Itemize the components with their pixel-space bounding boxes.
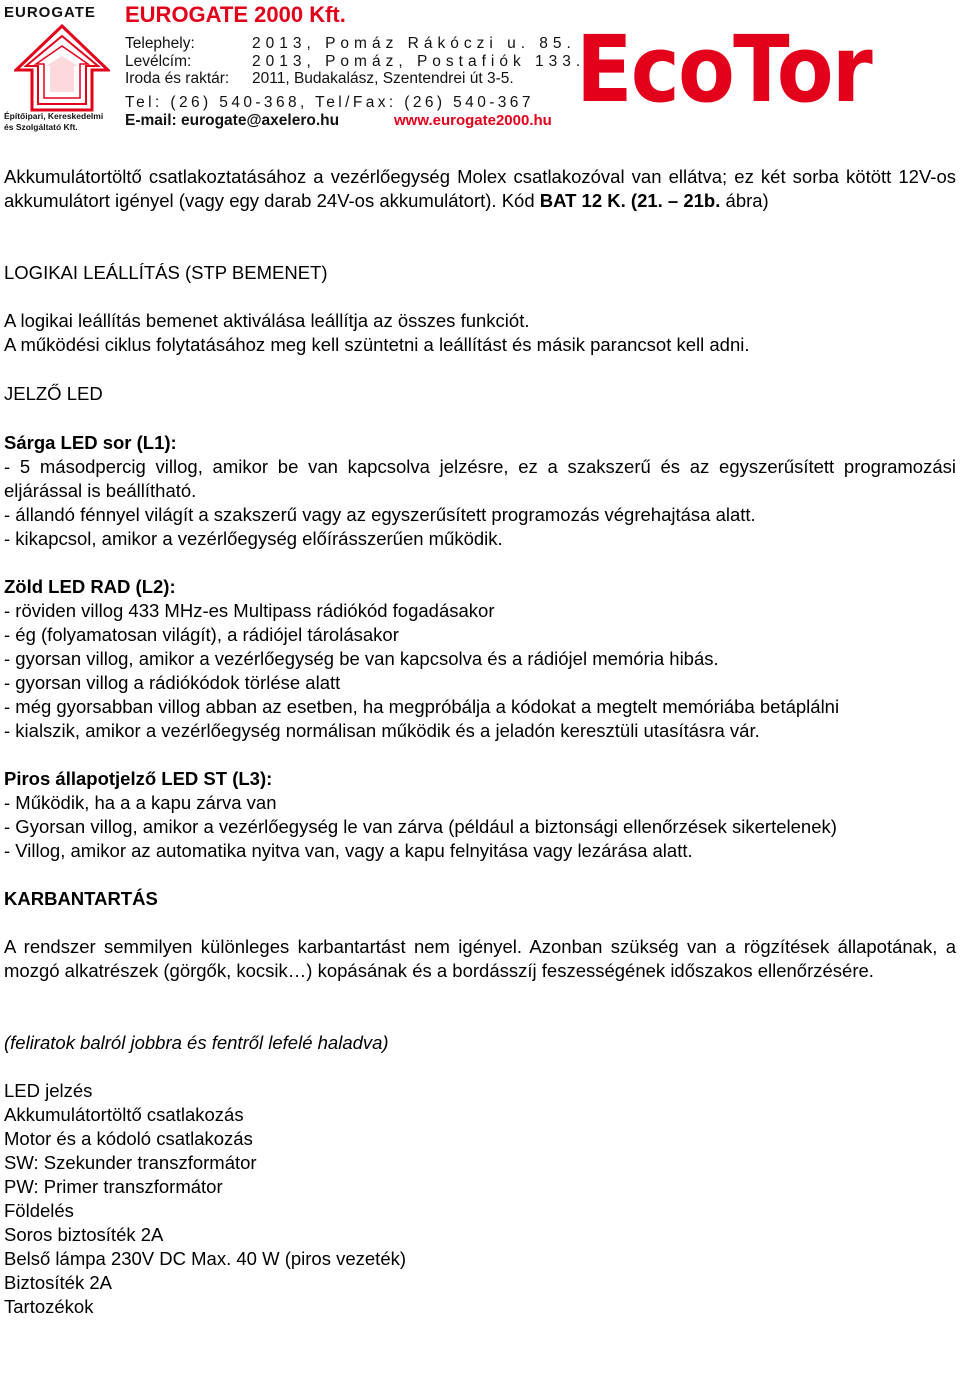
house-arrow-icon: [14, 24, 110, 112]
list-item: Belső lámpa 230V DC Max. 40 W (piros vezeték): [4, 1248, 407, 1269]
l2-item-5: - még gyorsabban villog abban az esetben, ha megpróbálja a kódokat a megtelt memóriába betáplálni: [4, 696, 840, 717]
l2-item-4: - gyorsan villog a rádiókódok törlése alatt: [4, 672, 341, 693]
l1-item-2: - állandó fénnyel világít a szakszerű vagy az egyszerűsített programozás végrehajtása alatt.: [4, 504, 756, 525]
levelcim-line: [125, 53, 585, 71]
intro-code: BAT 12 K. (21. – 21b.: [539, 190, 721, 211]
labels-note: (feliratok balról jobbra és fentről lefelé haladva): [4, 1032, 389, 1053]
eurogate-logo-name: EUROGATE: [4, 4, 96, 21]
intro-end: ábra): [725, 190, 769, 211]
letterhead: [0, 0, 960, 140]
stp-line-2: A működési ciklus folytatásához meg kell szüntetni a leállítást és másik parancsot kell adni.: [4, 334, 750, 355]
document-body: [4, 165, 956, 1319]
list-item: Soros biztosíték 2A: [4, 1224, 164, 1245]
eurogate-logo-subtitle: [4, 111, 103, 133]
telephely-label: Telephely:: [125, 35, 195, 52]
telephely-value: 2013, Pomáz Rákóczi u. 85.: [252, 35, 576, 52]
iroda-label: Iroda és raktár:: [125, 70, 230, 87]
website-link[interactable]: www.eurogate2000.hu: [394, 112, 552, 129]
l3-item-2: - Gyorsan villog, amikor a vezérlőegység le van zárva (például a biztonsági ellenőrzések sikertelenek): [4, 816, 837, 837]
phone-line: Tel: (26) 540-368, Tel/Fax: (26) 540-367: [125, 94, 534, 111]
led-heading: JELZŐ LED: [4, 383, 103, 404]
telephely-line: [125, 35, 576, 53]
labels-list: [4, 1079, 956, 1319]
ecotor-logo: EcoTor: [576, 16, 871, 123]
iroda-value: 2011, Budakalász, Szentendrei út 3-5.: [252, 70, 514, 87]
l2-heading: Zöld LED RAD (L2):: [4, 576, 176, 597]
maintenance-heading: KARBANTARTÁS: [4, 888, 158, 909]
intro-paragraph: [4, 165, 956, 213]
eurogate-logo: [4, 4, 120, 132]
l2-item-3: - gyorsan villog, amikor a vezérlőegység be van kapcsolva és a rádiójel memória hibás.: [4, 648, 719, 669]
stp-line-1: A logikai leállítás bemenet aktiválása leállítja az összes funkciót.: [4, 310, 530, 331]
iroda-line: [125, 70, 514, 88]
list-item: Tartozékok: [4, 1296, 94, 1317]
levelcim-label: Levélcím:: [125, 53, 192, 70]
company-name: EUROGATE 2000 Kft.: [125, 2, 346, 27]
list-item: PW: Primer transzformátor: [4, 1176, 223, 1197]
l1-item-3: - kikapcsol, amikor a vezérlőegység előírásszerűen működik.: [4, 528, 503, 549]
list-item: SW: Szekunder transzformátor: [4, 1152, 257, 1173]
l2-item-6: - kialszik, amikor a vezérlőegység normálisan működik és a jeladón keresztüli utasításra vár.: [4, 720, 760, 741]
l3-item-1: - Működik, ha a a kapu zárva van: [4, 792, 277, 813]
l3-item-3: - Villog, amikor az automatika nyitva van, vagy a kapu felnyitása vagy lezárása alatt.: [4, 840, 693, 861]
maintenance-text: A rendszer semmilyen különleges karbantartást nem igényel. Azonban szükség van a rögzítések állapotának, a mozgó alkatrészek (görgők, kocsik…) kopásának és a bordásszíj feszességének időszakos ellenőrzésére.: [4, 936, 956, 981]
list-item: Biztosíték 2A: [4, 1272, 112, 1293]
l3-heading: Piros állapotjelző LED ST (L3):: [4, 768, 273, 789]
l2-item-1: - röviden villog 433 MHz-es Multipass rádiókód fogadásakor: [4, 600, 495, 621]
l1-heading: Sárga LED sor (L1):: [4, 432, 177, 453]
intro-text: Akkumulátortöltő csatlakoztatásához a vezérlőegység Molex csatlakozóval van ellátva; ez két sorba kötött 12V-os akkumulátort igényel (vagy egy darab 24V-os akkumulátort). Kód: [4, 166, 956, 211]
eurogate-sub-line1: Építőipari, Kereskedelmi: [4, 111, 104, 121]
list-item: LED jelzés: [4, 1080, 93, 1101]
levelcim-value: 2013, Pomáz, Postafiók 133.: [252, 53, 586, 70]
list-item: Akkumulátortöltő csatlakozás: [4, 1104, 244, 1125]
l1-item-1: - 5 másodpercig villog, amikor be van kapcsolva jelzésre, ez a szakszerű és az egyszerűsített programozási eljárással is beállítható.: [4, 456, 956, 501]
list-item: Motor és a kódoló csatlakozás: [4, 1128, 253, 1149]
list-item: Földelés: [4, 1200, 74, 1221]
l2-item-2: - ég (folyamatosan világít), a rádiójel tárolásakor: [4, 624, 399, 645]
email-line[interactable]: E-mail: eurogate@axelero.hu: [125, 112, 340, 129]
eurogate-sub-line2: és Szolgáltató Kft.: [4, 122, 78, 132]
stp-heading: LOGIKAI LEÁLLÍTÁS (STP BEMENET): [4, 262, 328, 283]
